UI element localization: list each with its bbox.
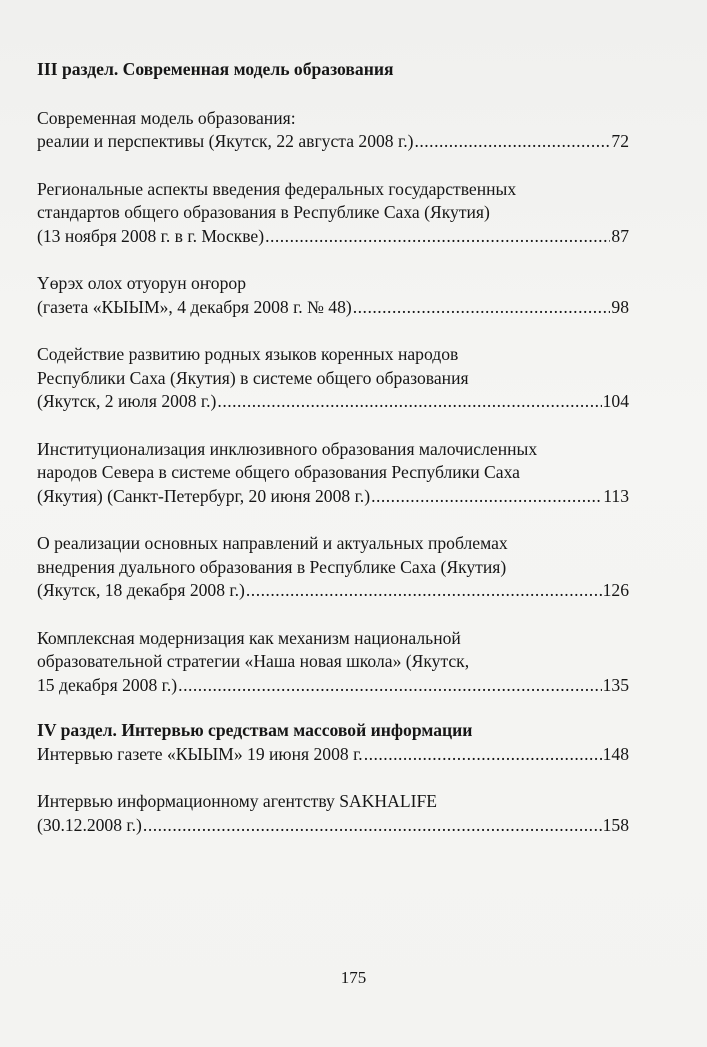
dot-leader (217, 390, 601, 414)
toc-entry (37, 790, 629, 837)
entry-line: Институционализация инклюзивного образования малочисленных (37, 438, 538, 459)
entry-last-line (37, 485, 629, 509)
toc-entry (37, 438, 629, 509)
dot-leader (265, 225, 610, 249)
entry-line: стандартов общего образования в Республике Саха (Якутия) (37, 202, 490, 222)
entry-last-line (37, 579, 629, 603)
toc-entry (37, 272, 629, 319)
entry-line: Үөрэх олох отуорун оҥорор (37, 273, 246, 293)
entry-last-line (37, 743, 629, 767)
entry-last-line (37, 225, 629, 249)
dot-leader (246, 579, 602, 603)
entry-page-number: 126 (602, 580, 629, 600)
entry-last-line (37, 130, 629, 154)
entry-text: (13 ноября 2008 г. в г. Москве) (37, 225, 265, 246)
entry-text: (Якутск, 2 июля 2008 г.) (37, 391, 217, 411)
entry-page-number: 148 (602, 743, 629, 764)
toc-entry (37, 532, 629, 603)
entry-page-number: 158 (602, 814, 629, 835)
dot-leader (371, 485, 602, 509)
entry-text: 15 декабря 2008 г.) (37, 674, 178, 695)
entry-page-number: 113 (603, 485, 629, 506)
entry-text: Интервью газете «КЫЫМ» 19 июня 2008 г. (37, 743, 363, 764)
dot-leader (353, 296, 611, 320)
entry-last-line (37, 814, 629, 838)
entry-line: Региональные аспекты введения федеральных государственных (37, 178, 517, 199)
toc-entry (37, 178, 629, 249)
entry-text: (30.12.2008 г.) (37, 814, 142, 835)
entry-page-number: 87 (611, 225, 629, 246)
dot-leader (364, 743, 602, 767)
entry-line: внедрения дуального образования в Республике Саха (Якутия) (37, 556, 507, 577)
entry-line: образовательной стратегии «Наша новая школа» (Якутск, (37, 651, 470, 671)
entry-page-number: 104 (602, 391, 629, 411)
entry-page-number: 135 (602, 674, 629, 695)
toc-entry (37, 107, 629, 154)
entry-text: (Якутия) (Санкт-Петербург, 20 июня 2008 г.) (37, 485, 371, 506)
toc-entry (37, 743, 629, 767)
entry-line: Современная модель образования: (37, 107, 296, 128)
entry-line: Интервью информационному агентству SAKHALIFE (37, 791, 437, 811)
entry-text: (газета «КЫЫМ», 4 декабря 2008 г. № 48) (37, 296, 352, 317)
entry-line: Содействие развитию родных языков коренных народов (37, 344, 459, 364)
entry-line: Республики Саха (Якутия) в системе общего образования (37, 367, 469, 388)
entry-text: (Якутск, 18 декабря 2008 г.) (37, 580, 245, 600)
dot-leader (178, 674, 601, 698)
toc-entry (37, 627, 629, 698)
entry-last-line (37, 296, 629, 320)
dot-leader (143, 814, 602, 838)
entry-line: народов Севера в системе общего образования Республики Саха (37, 462, 520, 482)
entry-line: Комплексная модернизация как механизм национальной (37, 627, 461, 648)
page-number: 175 (340, 968, 367, 987)
entry-page-number: 98 (611, 296, 629, 317)
entry-line: О реализации основных направлений и актуальных проблемах (37, 533, 508, 553)
table-of-contents (37, 58, 629, 837)
toc-entry (37, 343, 629, 414)
section-heading: III раздел. Современная модель образования (37, 59, 394, 79)
dot-leader (414, 130, 610, 154)
entry-last-line (37, 390, 629, 414)
entry-text: реалии и перспективы (Якутск, 22 августа 2008 г.) (37, 131, 414, 151)
entry-last-line (37, 674, 629, 698)
section-heading: IV раздел. Интервью средствам массовой информации (37, 720, 473, 740)
entry-page-number: 72 (611, 131, 629, 151)
